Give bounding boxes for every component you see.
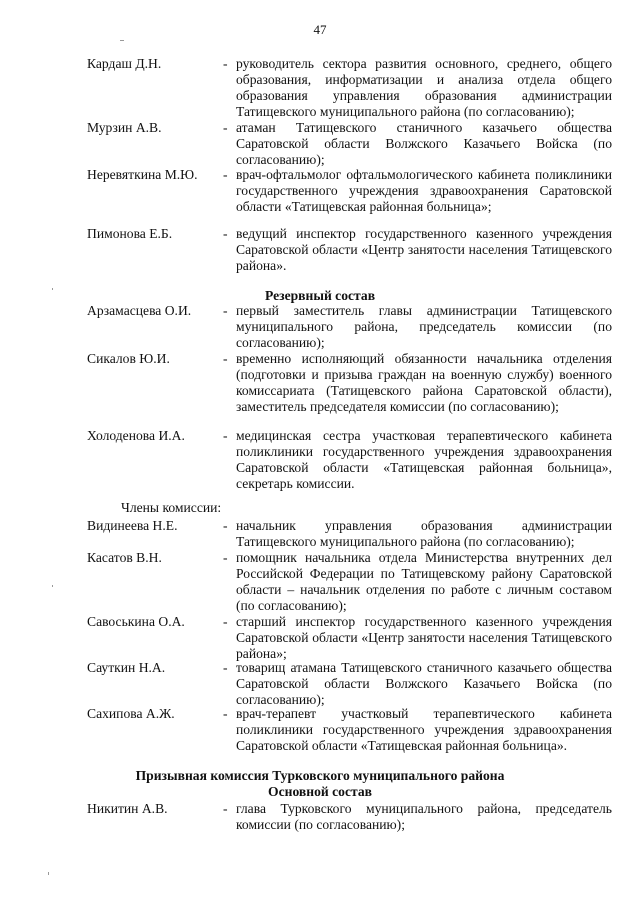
entry-description: помощник начальника отдела Министерства внутренних дел Российской Федерации по Татищевскому району Саратовской области – начальник отделения по работе с личным составом (по согласованию); (236, 550, 612, 613)
entry-name: Арзамасцева О.И. (87, 303, 192, 318)
entry-description: временно исполняющий обязанности начальника отделения (подготовки и призыва граждан на военную службу) военного комиссариата (Татищевского района Саратовской области), заместитель председателя комиссии (по согласованию); (236, 351, 612, 414)
scan-speck (52, 585, 53, 587)
entry-name: Видинеева Н.Е. (87, 518, 178, 533)
entry-name: Сауткин Н.А. (87, 660, 166, 675)
entry-description: врач-терапевт участковый терапевтического кабинета поликлиники государственного учреждения здравоохранения Саратовской области «Татищевская районная больница». (236, 706, 612, 753)
entry-description: начальник управления образования администрации Татищевского муниципального района (по согласованию); (236, 518, 612, 549)
entry-dash: - (223, 518, 228, 533)
entry-name: Кардаш Д.Н. (87, 56, 162, 71)
entry-description: старший инспектор государственного казенного учреждения Саратовской области «Центр занятости населения Татищевского района»; (236, 614, 612, 661)
entry-name: Пимонова Е.Б. (87, 226, 173, 241)
members-label: Члены комиссии: (121, 500, 222, 515)
entry-name: Холоденова И.А. (87, 428, 185, 443)
entry-description: врач-офтальмолог офтальмологического кабинета поликлиники государственного учреждения здравоохранения Саратовской области «Татищевская районная больница»; (236, 167, 612, 214)
entry-description: глава Турковского муниципального района, председатель комиссии (по согласованию); (236, 801, 612, 832)
entry-name: Сахипова А.Ж. (87, 706, 175, 721)
entry-name: Савоськина О.А. (87, 614, 185, 629)
entry-name: Сикалов Ю.И. (87, 351, 170, 366)
entry-name: Никитин А.В. (87, 801, 168, 816)
entry-dash: - (223, 56, 228, 71)
entry-dash: - (223, 428, 228, 443)
scan-speck (120, 40, 124, 41)
entry-dash: - (223, 550, 228, 565)
turkovsky-heading: Призывная комиссия Турковского муниципального района (135, 768, 505, 783)
scan-speck (48, 872, 49, 875)
entry-dash: - (223, 120, 228, 135)
entry-name: Касатов В.Н. (87, 550, 162, 565)
entry-dash: - (223, 801, 228, 816)
page-number: 47 (313, 22, 327, 37)
entry-dash: - (223, 660, 228, 675)
entry-dash: - (223, 614, 228, 629)
entry-description: товарищ атамана Татищевского станичного казачьего общества Саратовской области Волжского Казачьего Войска (по согласованию); (236, 660, 612, 707)
entry-dash: - (223, 167, 228, 182)
entry-description: первый заместитель главы администрации Татищевского муниципального района, председатель комиссии (по согласованию); (236, 303, 612, 350)
scan-speck (52, 288, 53, 290)
entry-description: ведущий инспектор государственного казенного учреждения Саратовской области «Центр занятости населения Татищевского района». (236, 226, 612, 273)
entry-name: Неревяткина М.Ю. (87, 167, 198, 182)
entry-description: медицинская сестра участковая терапевтического кабинета поликлиники государственного учреждения здравоохранения Саратовской области «Татищевская районная больница», секретарь комиссии. (236, 428, 612, 491)
entry-dash: - (223, 706, 228, 721)
entry-dash: - (223, 226, 228, 241)
entry-description: атаман Татищевского станичного казачьего общества Саратовской области Волжского Казачьего Войска (по согласованию); (236, 120, 612, 167)
reserve-heading: Резервный состав (264, 288, 376, 303)
turkovsky-subheading: Основной состав (268, 784, 372, 799)
entry-dash: - (223, 351, 228, 366)
entry-name: Мурзин А.В. (87, 120, 162, 135)
entry-dash: - (223, 303, 228, 318)
entry-description: руководитель сектора развития основного, среднего, общего образования, информатизации и анализа отдела общего образования управления образования администрации Татищевского муниципального района (по согласованию); (236, 56, 612, 119)
